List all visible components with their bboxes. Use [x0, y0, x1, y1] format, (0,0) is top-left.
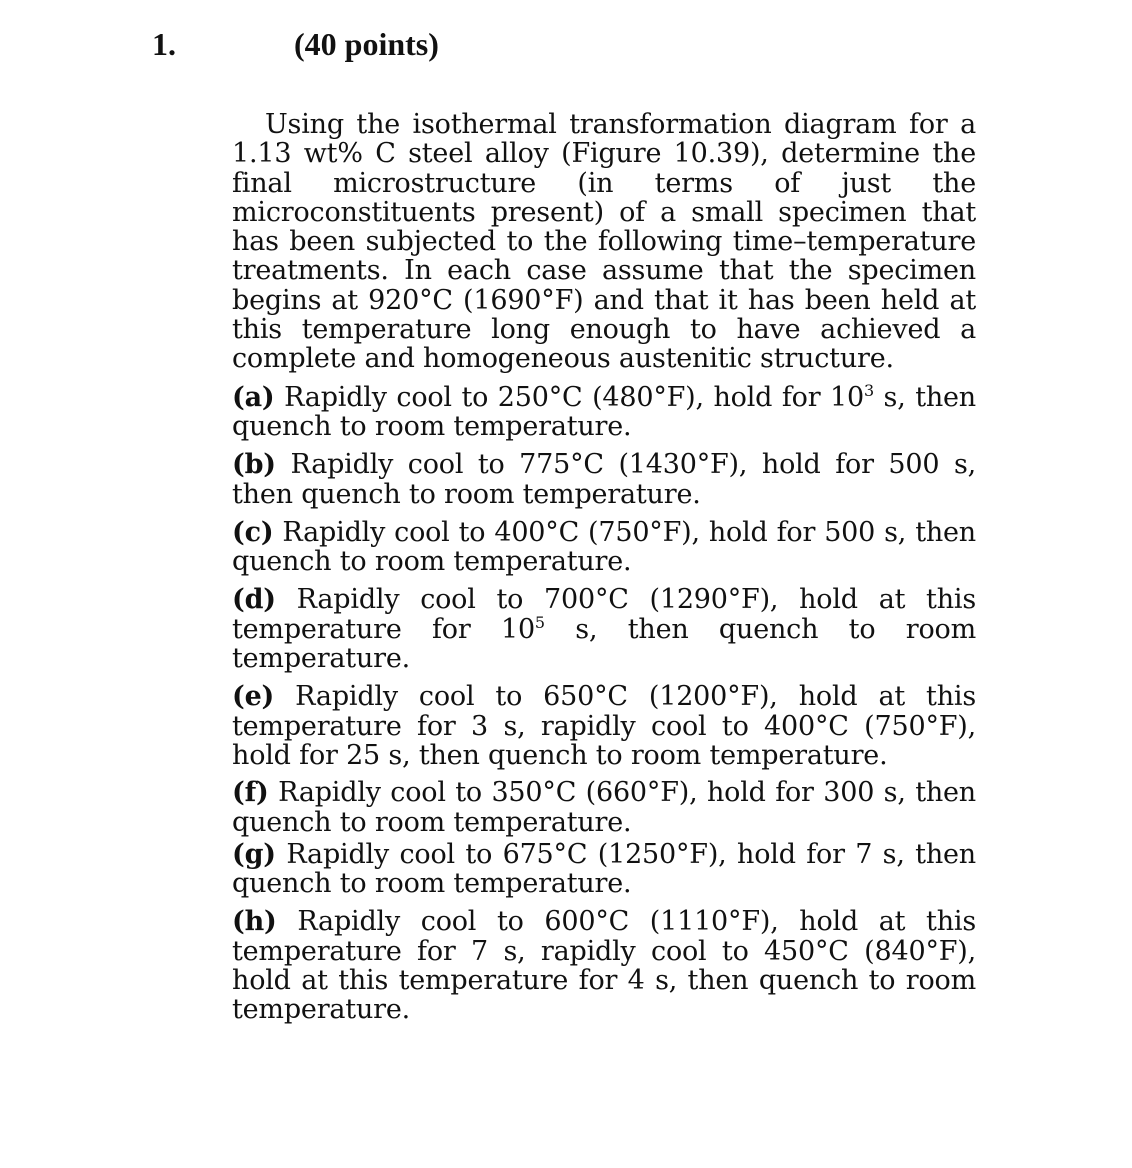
part-a-text-after: s, then quench to room temperature.: [232, 381, 976, 442]
part-f-text: Rapidly cool to 350°C (660°F), hold for 300 s, then quench to room temperature.: [232, 777, 976, 838]
problem-intro: Using the isothermal transformation diagram for a 1.13 wt% C steel alloy (Figure 10.39), determine the final microstructure (in terms of just the microconstituents present) of a small specimen that has been subjected to the following time–temperature treatments. In each case assume that the specimen begins at 920°C (1690°F) and that it has been held at this temperature long enough to have achieved a complete and homogeneous austenitic structure.: [232, 109, 976, 375]
part-g-label: (g): [232, 838, 276, 870]
part-e-text: Rapidly cool to 650°C (1200°F), hold at this temperature for 3 s, rapidly cool to 400°C (750°F), hold for 25 s, then quench to room temperature.: [232, 681, 976, 771]
part-a: [232, 380, 976, 442]
question-number: 1.: [152, 26, 176, 62]
question-points: (40 points): [294, 26, 439, 62]
part-d: [232, 585, 976, 673]
part-b-label: (b): [232, 449, 276, 481]
problem-statement: [232, 110, 976, 1025]
part-g-text: Rapidly cool to 675°C (1250°F), hold for 7 s, then quench to room temperature.: [232, 838, 976, 900]
part-e-label: (e): [232, 681, 275, 713]
part-c-text: Rapidly cool to 400°C (750°F), hold for 500 s, then quench to room temperature.: [232, 516, 976, 578]
part-a-text: Rapidly cool to 250°C (480°F), hold for 10: [284, 381, 864, 413]
part-a-label: (a): [232, 381, 275, 413]
part-g: [232, 840, 976, 899]
part-f: [232, 778, 976, 837]
part-d-exponent: 5: [534, 612, 545, 632]
part-c-label: (c): [232, 516, 274, 548]
part-h-text: Rapidly cool to 600°C (1110°F), hold at this temperature for 7 s, rapidly cool to 450°C (840°F), hold at this temperature for 4 s, then quench to room temperature.: [232, 906, 976, 1026]
part-e: [232, 682, 976, 770]
part-a-exponent: 3: [863, 380, 874, 400]
part-h: [232, 907, 976, 1024]
part-c: [232, 518, 976, 577]
part-b-text: Rapidly cool to 775°C (1430°F), hold for 500 s, then quench to room temperature.: [232, 449, 976, 510]
part-d-label: (d): [232, 584, 276, 616]
part-f-label: (f): [232, 777, 269, 809]
part-b: [232, 450, 976, 509]
part-h-label: (h): [232, 906, 277, 938]
part-d-text: Rapidly cool to 700°C (1290°F), hold at this temperature for 10: [232, 584, 976, 645]
part-d-text-after: s, then quench to room temperature.: [232, 613, 976, 675]
